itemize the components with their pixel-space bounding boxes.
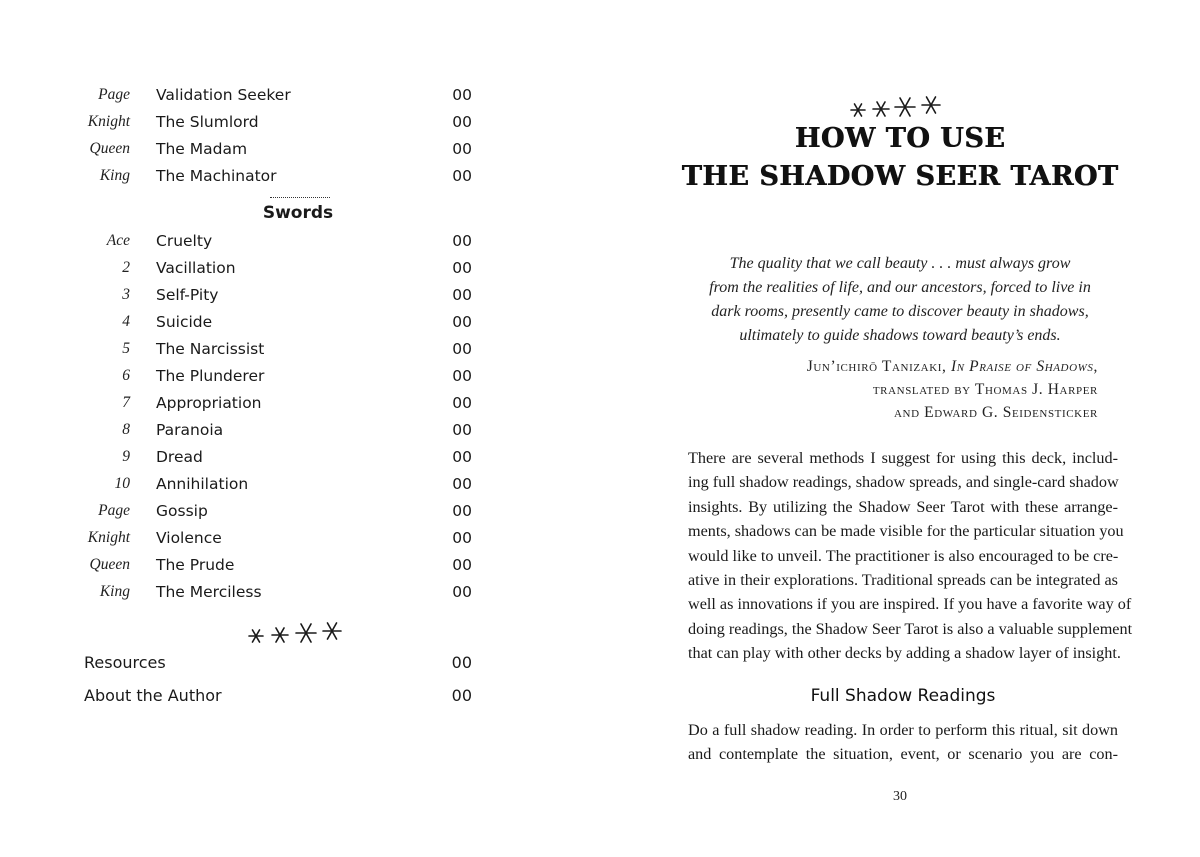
toc-title: Validation Seeker: [156, 86, 291, 104]
toc-row-back-matter: [84, 686, 474, 712]
toc-rank: 4: [122, 313, 130, 330]
toc-title: Dread: [156, 448, 203, 466]
toc-title: The Machinator: [156, 167, 277, 185]
attribution-work: In Praise of Shadows: [950, 358, 1094, 375]
toc-row-back-matter: [84, 653, 474, 679]
toc-rank: Knight: [87, 113, 130, 130]
toc-page-number: 00: [452, 448, 472, 466]
toc-title: The Merciless: [156, 583, 262, 601]
toc-title: Paranoia: [156, 421, 224, 439]
toc-page-number: 00: [452, 259, 472, 277]
attribution-line: and Edward G. Seidensticker: [894, 404, 1098, 421]
attribution-line: [807, 355, 1098, 378]
toc-page-number: 00: [452, 232, 472, 250]
toc-rank: 9: [122, 448, 130, 465]
epigraph-line: dark rooms, presently came to discover beauty in shadows,: [711, 303, 1089, 320]
toc-title: Cruelty: [156, 232, 213, 250]
toc-page-number: 00: [452, 394, 472, 412]
toc-rank: 5: [122, 340, 130, 357]
toc-rank: 6: [122, 367, 130, 384]
toc-row: [0, 583, 600, 610]
toc-row: [0, 448, 600, 475]
text-line: ing full shadow readings, shadow spreads, and single-card shadow: [688, 473, 1119, 492]
text-line: ative in their explorations. Traditional spreads can be integrated as: [688, 571, 1118, 590]
toc-title: The Slumlord: [156, 113, 259, 131]
right-page: [600, 0, 1200, 857]
toc-title: Gossip: [156, 502, 208, 520]
toc-row: [0, 421, 600, 448]
text-line: insights. By utilizing the Shadow Seer Tarot with these arrange-: [688, 497, 1118, 516]
toc-title: Appropriation: [156, 394, 262, 412]
toc-row: [0, 113, 600, 140]
text-line: well as innovations if you are inspired. If you have a favorite way of: [688, 595, 1132, 614]
toc-page-number: 00: [452, 313, 472, 331]
attribution-line: translated by Thomas J. Harper: [872, 381, 1098, 398]
toc-page-number: 00: [452, 475, 472, 493]
toc-rank: 10: [114, 475, 130, 492]
text-line: Do a full shadow reading. In order to perform this ritual, sit down: [688, 721, 1118, 739]
toc-rank: Page: [98, 86, 130, 103]
toc-row: [0, 313, 600, 340]
toc-title: Annihilation: [156, 475, 249, 493]
toc-rank: 7: [122, 394, 130, 411]
toc-row: [0, 140, 600, 167]
body-paragraph: [688, 446, 1133, 666]
toc-page-number: 00: [452, 113, 472, 131]
toc-row: [0, 556, 600, 583]
toc-row: [0, 529, 600, 556]
toc-rank: Queen: [89, 556, 130, 573]
toc-page-number: 00: [452, 502, 472, 520]
epigraph-line: from the realities of life, and our ancestors, forced to live in: [709, 279, 1091, 296]
toc-row: [0, 232, 600, 259]
chapter-title: [680, 120, 1120, 196]
toc-rank: Knight: [87, 529, 130, 546]
toc-page-number: 00: [452, 529, 472, 547]
text-line: There are several methods I suggest for using this deck, includ-: [688, 449, 1118, 467]
epigraph-attribution: [807, 355, 1098, 424]
toc-title: Suicide: [156, 313, 213, 331]
toc-rank: 2: [122, 259, 130, 276]
toc-page-number: 00: [451, 653, 472, 672]
toc-title: The Narcissist: [156, 340, 265, 358]
toc-page-number: 00: [452, 86, 472, 104]
text-line: would like to unveil. The practitioner is also encouraged to be cre-: [688, 546, 1119, 565]
toc-page-number: 00: [451, 686, 472, 705]
dotted-divider: [270, 187, 330, 198]
text-line: ments, shadows can be made visible for the particular situation you: [688, 522, 1124, 541]
toc-row: [0, 86, 600, 113]
body-paragraph: [688, 718, 1118, 767]
toc-row: [0, 340, 600, 367]
toc-title: The Madam: [156, 140, 248, 158]
toc-page-number: 00: [452, 167, 472, 185]
epigraph-line: The quality that we call beauty . . . must always grow: [729, 255, 1071, 272]
toc-rank: Ace: [106, 232, 130, 249]
toc-title: Resources: [84, 653, 166, 672]
toc-title: The Prude: [156, 556, 235, 574]
toc-title: About the Author: [84, 686, 222, 705]
toc-rank: Page: [98, 502, 130, 519]
toc-row: [0, 475, 600, 502]
toc-rank: 8: [122, 421, 130, 438]
page-number: 30: [893, 789, 907, 804]
section-heading: Full Shadow Readings: [810, 686, 996, 706]
suit-heading: Swords: [262, 203, 334, 223]
toc-title: Vacillation: [156, 259, 236, 277]
toc-rank: Queen: [89, 140, 130, 157]
toc-page-number: 00: [452, 367, 472, 385]
text-line: that can play with other decks by adding a shadow layer of insight.: [688, 644, 1121, 663]
toc-row: [0, 502, 600, 529]
toc-page-number: 00: [452, 286, 472, 304]
chapter-title-line: THE SHADOW SEER TAROT: [681, 161, 1119, 192]
epigraph: [700, 252, 1100, 348]
toc-row: [0, 367, 600, 394]
toc-rank: King: [99, 583, 130, 600]
attribution-punctuation: ,: [1093, 358, 1098, 375]
text-line: doing readings, the Shadow Seer Tarot is also a valuable supplement: [688, 619, 1133, 638]
star-ornament-icon: [246, 620, 356, 648]
toc-rank: King: [99, 167, 130, 184]
attribution-author: Jun’ichirō Tanizaki,: [806, 358, 947, 375]
toc-page-number: 00: [452, 421, 472, 439]
toc-page-number: 00: [452, 140, 472, 158]
toc-row: [0, 394, 600, 421]
toc-title: The Plunderer: [156, 367, 265, 385]
toc-row: [0, 259, 600, 286]
toc-title: Violence: [156, 529, 222, 547]
toc-page-number: 00: [452, 583, 472, 601]
toc-rank: 3: [122, 286, 130, 303]
star-ornament-icon: [848, 94, 948, 122]
chapter-title-line: HOW TO USE: [794, 123, 1006, 154]
toc-page-number: 00: [452, 340, 472, 358]
toc-title: Self-Pity: [156, 286, 219, 304]
toc-page-number: 00: [452, 556, 472, 574]
text-line: and contemplate the situation, event, or scenario you are con-: [688, 745, 1118, 764]
toc-row: [0, 286, 600, 313]
epigraph-line: ultimately to guide shadows toward beauty’s ends.: [739, 327, 1061, 344]
